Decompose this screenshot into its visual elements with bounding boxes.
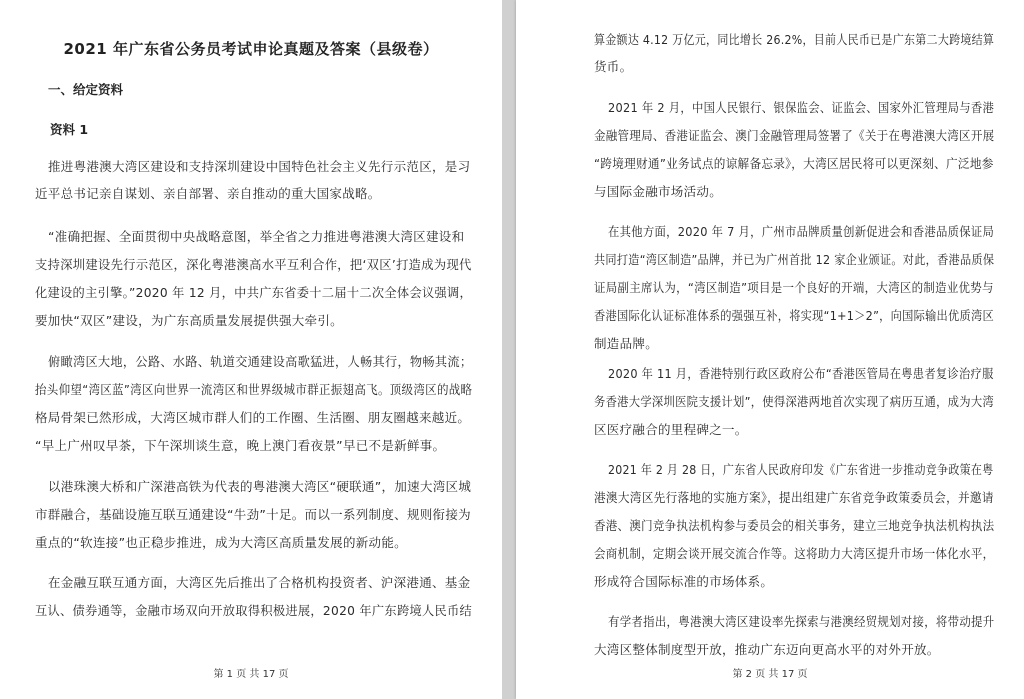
- text-line: 共同打造“湾区制造”品牌，并已为广州首批 12 家企业颁证。对此，香港品质保: [594, 252, 995, 267]
- text-line: 有学者指出，粤港澳大湾区建设率先探索与港澳经贸规划对接，将带动提升: [608, 614, 995, 629]
- text-line: 区医疗融合的里程碑之一。: [594, 422, 748, 437]
- text-line: 金融管理局、香港证监会、澳门金融管理局签署了《关于在粤港澳大湾区开展: [594, 128, 995, 143]
- text-line: 2021 年 2 月 28 日，广东省人民政府印发《广东省进一步推动竞争政策在粤: [608, 462, 994, 477]
- text-line: 要加快“双区”建设，为广东高质量发展提供强大牵引。: [35, 313, 343, 328]
- text-line: 算金额达 4.12 万亿元，同比增长 26.2%，目前人民币已是广东第二大跨境结算: [594, 32, 995, 47]
- text-line: 推进粤港澳大湾区建设和支持深圳建设中国特色社会主义先行示范区，是习: [48, 159, 471, 174]
- text-line: “跨境理财通”业务试点的谅解备忘录》，大湾区居民将可以更深刻、广泛地参: [594, 156, 994, 171]
- text-line: 港澳大湾区先行落地的实施方案》，提出组建广东省竞争政策委员会，并邀请: [594, 490, 994, 505]
- text-line: 与国际金融市场活动。: [594, 184, 723, 199]
- text-line: 香港、澳门竞争执法机构参与委员会的相关事务，建立三地竞争执法机构执法: [594, 518, 995, 533]
- text-line: 2020 年 11 月，香港特别行政区政府公布“香港医管局在粤患者复诊治疗服: [608, 366, 994, 381]
- text-line: 支持深圳建设先行示范区，深化粤港澳高水平互利合作，把‘双区’打造成为现代: [35, 257, 472, 272]
- page-footer: 第 1 页 共 17 页: [213, 669, 289, 680]
- text-line: 在金融互联互通方面，大湾区先后推出了合格机构投资者、沪深港通、基金: [48, 575, 471, 590]
- text-line: 在其他方面，2020 年 7 月，广州市品牌质量创新促进会和香港品质保证局: [608, 224, 995, 239]
- document-page-1: [0, 0, 502, 699]
- text-line: 形成符合国际标准的市场体系。: [594, 574, 774, 589]
- text-line: 2021 年 2 月，中国人民银行、银保监会、证监会、国家外汇管理局与香港: [608, 100, 995, 115]
- text-line: 会商机制，定期会谈开展交流合作等。这将助力大湾区提升市场一体化水平，: [594, 546, 995, 561]
- text-line: 以港珠澳大桥和广深港高铁为代表的粤港澳大湾区“硬联通”，加速大湾区城: [48, 479, 472, 494]
- text-line: 互认、债券通等，金融市场双向开放取得积极进展，2020 年广东跨境人民币结: [35, 603, 473, 618]
- text-line: 务香港大学深圳医院支援计划”，使得深港两地首次实现了病历互通，成为大湾: [594, 394, 994, 409]
- material-heading: 资料 1: [50, 122, 89, 137]
- page-separator: [502, 0, 516, 699]
- text-line: 大湾区整体制度型开放，推动广东迈向更高水平的对外开放。: [594, 642, 940, 657]
- section-heading: 一、给定资料: [48, 82, 124, 97]
- text-line: 市群融合，基础设施互联互通建设“牛劲”十足。而以一系列制度、规则衔接为: [35, 507, 471, 522]
- text-line: 近平总书记亲自谋划、亲自部署、亲自推动的重大国家战略。: [35, 186, 381, 201]
- text-line: 俯瞰湾区大地，公路、水路、轨道交通建设高歌猛进，人畅其行，物畅其流；: [48, 354, 473, 369]
- document-title: 2021 年广东省公务员考试申论真题及答案（县级卷）: [63, 40, 439, 58]
- text-line: “准确把握、全面贯彻中央战略意图，举全省之力推进粤港澳大湾区建设和: [48, 229, 465, 244]
- text-line: 重点的“软连接”也正稳步推进，成为大湾区高质量发展的新动能。: [35, 535, 407, 550]
- text-line: 抬头仰望“湾区蓝”湾区向世界一流湾区和世界级城市群正振翅高飞。顶级湾区的战略: [35, 382, 473, 397]
- text-line: 货币。: [594, 59, 633, 74]
- text-line: 香港国际化认证标准体系的强强互补，将实现“1+1＞2”，向国际输出优质湾区: [594, 308, 994, 323]
- page-footer: 第 2 页 共 17 页: [732, 669, 808, 680]
- text-line: 化建设的主引擎。”2020 年 12 月，中共广东省委十二届十二次全体会议强调，: [35, 285, 473, 300]
- text-line: 制造品牌。: [594, 336, 659, 351]
- text-line: “早上广州叹早茶，下午深圳谈生意，晚上澳门看夜景”早已不是新鲜事。: [35, 438, 446, 453]
- text-line: 证局副主席认为，“湾区制造”项目是一个良好的开端，大湾区的制造业优势与: [594, 280, 994, 295]
- document-page-2: [516, 0, 1024, 699]
- text-line: 格局骨架已然形成，大湾区城市群人们的工作圈、生活圈、朋友圈越来越近。: [35, 410, 471, 425]
